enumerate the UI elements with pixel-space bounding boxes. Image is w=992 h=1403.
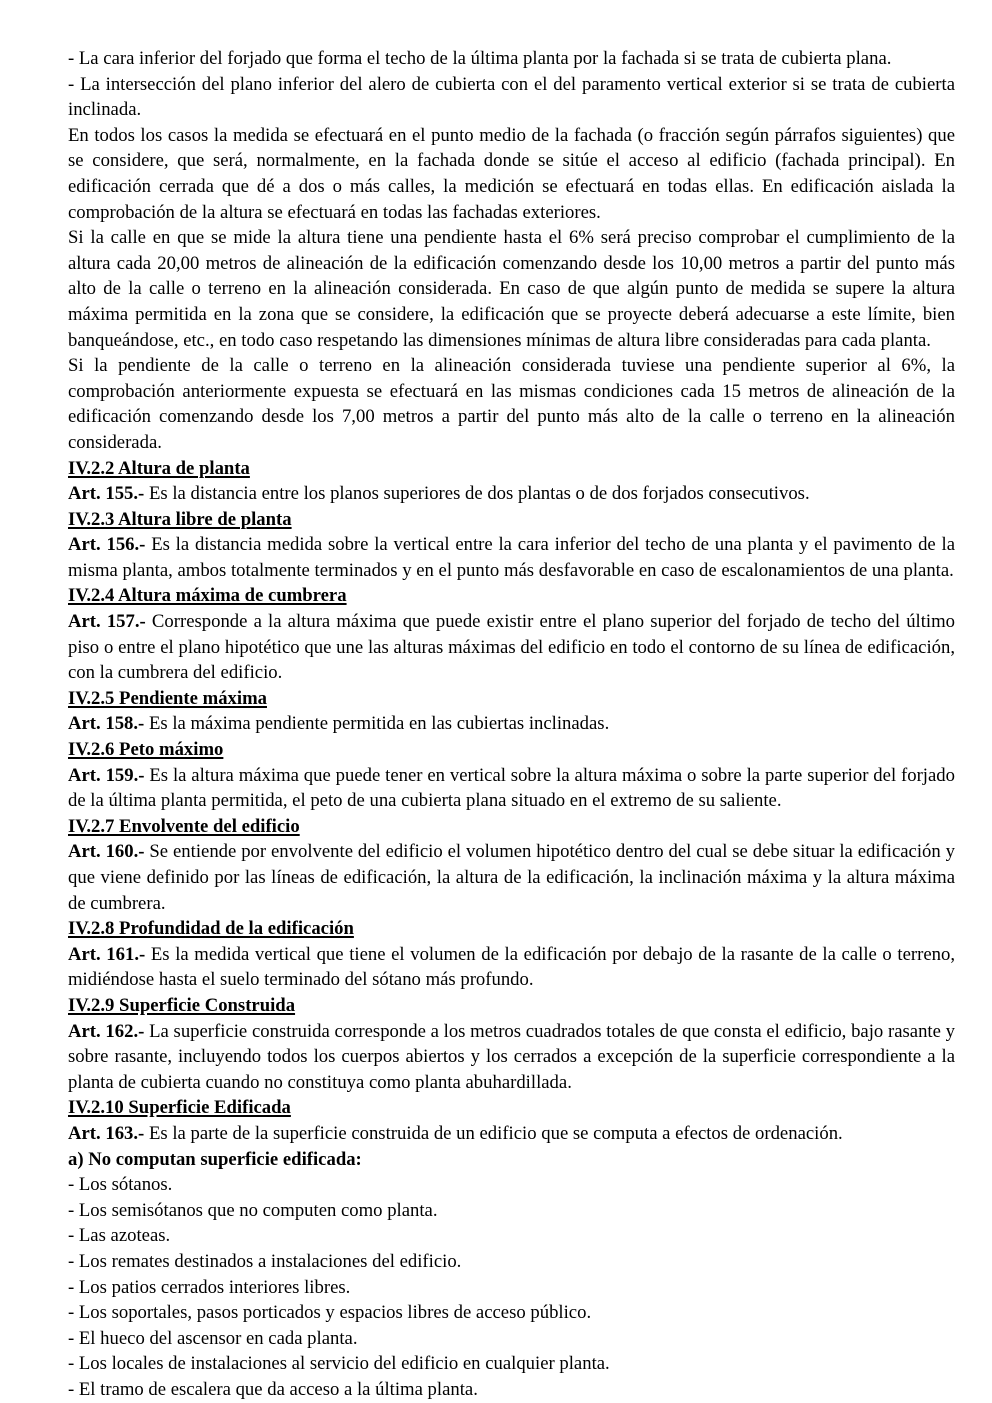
article-160-label: Art. 160.- — [68, 841, 145, 863]
paragraph-pendiente-superior-6: Si la pendiente de la calle o terreno en la alineación considerada tuviese una pendiente superior al 6%, la comprobación anteriormente expuesta se efectuará en las mismas condiciones cada 15 metros de alineación de la edificación comenzando desde los 7,00 metros a partir del punto más alto de la calle o terreno en la alineación considerada. — [68, 355, 955, 453]
article-158-text: Es la máxima pendiente permitida en las cubiertas inclinadas. — [144, 713, 610, 735]
article-155 — [68, 481, 955, 507]
article-159-text: Es la altura máxima que puede tener en vertical sobre la altura máxima o sobre la parte superior del forjado de la última planta permitida, el peto de una cubierta plana situado en el extremo de su saliente. — [68, 764, 955, 812]
heading-iv-2-9 — [68, 993, 955, 1019]
heading-iv-2-6 — [68, 737, 955, 763]
list-item: - Los soportales, pasos porticados y espacios libres de acceso público. — [68, 1302, 592, 1324]
article-158-label: Art. 158.- — [68, 713, 145, 735]
article-158 — [68, 711, 955, 737]
paragraph-pendiente-hasta-6: Si la calle en que se mide la altura tiene una pendiente hasta el 6% será preciso comprobar el cumplimiento de la altura cada 20,00 metros de alineación de la edificación comenzando desde los 10,00 metros a partir del punto más alto de la calle o terreno en la alineación considerada. En caso de que algún punto de medida se supere la altura máxima permitida en la zona que se considere, la edificación que se proyecte deberá adecuarse a este límite, bien banqueándose, etc., en todo caso respetando las dimensiones mínimas de altura libre consideradas para cada planta. — [68, 227, 955, 351]
article-155-label: Art. 155.- — [68, 483, 145, 505]
heading-iv-2-8-label: IV.2.8 Profundidad de la edificación — [68, 918, 354, 940]
list-item: - El tramo de escalera que da acceso a la última planta. — [68, 1378, 478, 1400]
article-162-text: La superficie construida corresponde a los metros cuadrados totales de que consta el edificio, bajo rasante y sobre rasante, incluyendo todos los cuerpos abiertos y los cerrados a excepción de la superficie correspondiente a la planta de cubierta cuando no constituya como planta abuhardillada. — [68, 1020, 955, 1093]
heading-iv-2-3-label: IV.2.3 Altura libre de planta — [68, 508, 292, 530]
paragraph-medida-punto-medio: En todos los casos la medida se efectuará en el punto medio de la fachada (o fracción según párrafos siguientes) que se considere, que será, normalmente, en la fachada donde se sitúe el acceso al edificio (fachada principal). En edificación cerrada que dé a dos o más calles, la medición se efectuará en todas ellas. En edificación aislada la comprobación de la altura se efectuará en todas las fachadas exteriores. — [68, 124, 955, 223]
heading-iv-2-7-label: IV.2.7 Envolvente del edificio — [68, 815, 300, 837]
paragraph-cubierta-inclinada: - La intersección del plano inferior del alero de cubierta con el del paramento vertical exterior si se trata de cubierta inclinada. — [68, 73, 955, 121]
article-161-label: Art. 161.- — [68, 943, 146, 965]
article-155-text: Es la distancia entre los planos superiores de dos plantas o de dos forjados consecutivos. — [144, 483, 810, 505]
subheading-no-computan: a) No computan superficie edificada: — [68, 1148, 362, 1170]
article-162-label: Art. 162.- — [68, 1020, 145, 1042]
list-item: - Los locales de instalaciones al servicio del edificio en cualquier planta. — [68, 1353, 610, 1375]
heading-iv-2-5-label: IV.2.5 Pendiente máxima — [68, 687, 267, 709]
article-163-label: Art. 163.- — [68, 1122, 145, 1144]
list-item: - Los patios cerrados interiores libres. — [68, 1276, 351, 1298]
heading-iv-2-8 — [68, 916, 955, 942]
article-156 — [68, 532, 955, 583]
article-163 — [68, 1121, 955, 1147]
article-159 — [68, 763, 955, 814]
heading-iv-2-4 — [68, 583, 955, 609]
article-156-label: Art. 156.- — [68, 534, 146, 556]
article-156-text: Es la distancia medida sobre la vertical entre la cara inferior del techo de una planta y el pavimento de la misma planta, ambos totalmente terminados y en el punto más desfavorable en caso de escalonamientos de una planta. — [68, 534, 955, 581]
article-162 — [68, 1019, 955, 1096]
heading-iv-2-2 — [68, 456, 955, 482]
paragraph-cubierta-plana: - La cara inferior del forjado que forma el techo de la última planta por la fachada si se trata de cubierta plana. — [68, 48, 892, 69]
article-161-text: Es la medida vertical que tiene el volumen de la edificación por debajo de la rasante de la calle o terreno, midiéndose hasta el suelo terminado del sótano más profundo. — [68, 943, 955, 991]
list-item: - Las azoteas. — [68, 1225, 171, 1247]
list-item: - Los semisótanos que no computen como planta. — [68, 1199, 438, 1221]
heading-iv-2-2-label: IV.2.2 Altura de planta — [68, 457, 250, 479]
heading-iv-2-4-label: IV.2.4 Altura máxima de cumbrera — [68, 585, 347, 607]
heading-iv-2-9-label: IV.2.9 Superficie Construida — [68, 994, 296, 1016]
heading-iv-2-10-label: IV.2.10 Superficie Edificada — [68, 1097, 291, 1119]
article-160 — [68, 839, 955, 916]
article-161 — [68, 942, 955, 993]
heading-iv-2-10 — [68, 1095, 955, 1121]
article-159-label: Art. 159.- — [68, 764, 145, 786]
article-163-text: Es la parte de la superficie construida de un edificio que se computa a efectos de ordenación. — [144, 1122, 843, 1144]
article-157 — [68, 609, 955, 686]
document-body — [68, 46, 955, 1402]
exclusion-list — [68, 1172, 955, 1402]
list-item: - Los remates destinados a instalaciones del edificio. — [68, 1250, 462, 1272]
article-160-text: Se entiende por envolvente del edificio el volumen hipotético dentro del cual se debe situar la edificación y que viene definido por las líneas de edificación, la altura de la edificación, la inclinación máxima y la altura máxima de cumbrera. — [68, 841, 955, 914]
heading-iv-2-7 — [68, 814, 955, 840]
article-157-label: Art. 157.- — [68, 611, 146, 633]
heading-iv-2-3 — [68, 507, 955, 533]
article-157-text: Corresponde a la altura máxima que puede existir entre el plano superior del forjado de techo del último piso o entre el plano hipotético que une las alturas máximas del edificio en todo el contorno de su línea de edificación, con la cumbrera del edificio. — [68, 611, 956, 684]
list-item: - Los sótanos. — [68, 1174, 173, 1196]
heading-iv-2-5 — [68, 686, 955, 712]
list-item: - El hueco del ascensor en cada planta. — [68, 1327, 358, 1349]
heading-iv-2-6-label: IV.2.6 Peto máximo — [68, 739, 224, 761]
